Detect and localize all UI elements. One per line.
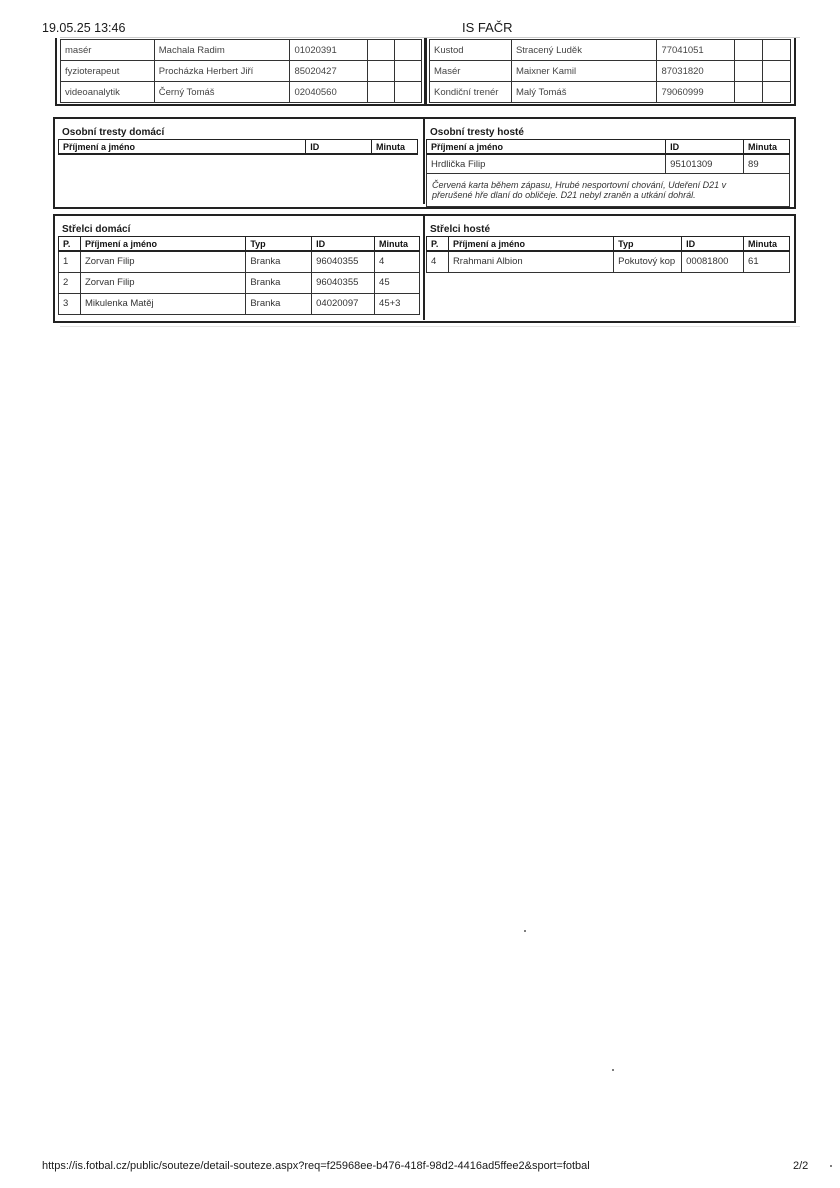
penalties-away bbox=[426, 124, 790, 207]
table-row bbox=[61, 61, 422, 82]
col-id-header: ID bbox=[312, 237, 375, 252]
page-number: 2/2 bbox=[793, 1160, 809, 1172]
col-name-header: Příjmení a jméno bbox=[59, 140, 306, 155]
staff-id: 85020427 bbox=[290, 61, 368, 82]
col-name-header: Příjmení a jméno bbox=[427, 140, 666, 155]
footer-url[interactable]: https://is.fotbal.cz/public/souteze/detail-souteze.aspx?req=f25968ee-b476-418f-98d2-4416ad5ffee2&sport=fotbal bbox=[42, 1160, 590, 1172]
staff-away-table bbox=[429, 39, 791, 103]
player-id: 04020097 bbox=[312, 293, 375, 314]
empty-cell bbox=[368, 61, 395, 82]
goal-minute: 61 bbox=[744, 251, 790, 272]
goal-type: Branka bbox=[246, 251, 312, 272]
penalty-note-cell bbox=[427, 174, 790, 207]
scorers-home bbox=[58, 221, 420, 315]
goal-minute: 45+3 bbox=[375, 293, 420, 314]
section-title: Osobní tresty domácí bbox=[62, 127, 165, 138]
goal-type: Branka bbox=[246, 293, 312, 314]
table-row bbox=[430, 82, 791, 103]
empty-cell bbox=[395, 82, 422, 103]
col-minute-header: Minuta bbox=[744, 140, 790, 155]
col-type-header: Typ bbox=[614, 237, 682, 252]
goal-order: 1 bbox=[59, 251, 81, 272]
empty-cell bbox=[395, 40, 422, 61]
player-name: Zorvan Filip bbox=[80, 251, 245, 272]
staff-role: Masér bbox=[430, 61, 512, 82]
empty-cell bbox=[763, 40, 791, 61]
col-id-header: ID bbox=[306, 140, 372, 155]
scorers-home-table bbox=[58, 236, 420, 315]
staff-id: 01020391 bbox=[290, 40, 368, 61]
player-id: 00081800 bbox=[682, 251, 744, 272]
col-type-header: Typ bbox=[246, 237, 312, 252]
staff-name: Maixner Kamil bbox=[511, 61, 657, 82]
col-minute-header: Minuta bbox=[744, 237, 790, 252]
player-name: Rrahmani Albion bbox=[448, 251, 613, 272]
player-id: 95101309 bbox=[666, 154, 744, 174]
section-title: Střelci domácí bbox=[62, 224, 131, 235]
table-row bbox=[427, 174, 790, 207]
col-p-header: P. bbox=[59, 237, 81, 252]
col-minute-header: Minuta bbox=[375, 237, 420, 252]
staff-name: Černý Tomáš bbox=[154, 82, 290, 103]
staff-role: masér bbox=[61, 40, 155, 61]
table-header-row bbox=[427, 237, 790, 252]
section-rule bbox=[60, 326, 800, 327]
col-id-header: ID bbox=[666, 140, 744, 155]
goal-order: 3 bbox=[59, 293, 81, 314]
empty-cell bbox=[735, 40, 763, 61]
col-id-header: ID bbox=[682, 237, 744, 252]
goal-minute: 4 bbox=[375, 251, 420, 272]
penalty-minute: 89 bbox=[744, 154, 790, 174]
goal-type: Branka bbox=[246, 272, 312, 293]
staff-home-table bbox=[60, 39, 422, 103]
player-name: Hrdlička Filip bbox=[427, 154, 666, 174]
empty-cell bbox=[395, 61, 422, 82]
penalties-away-table bbox=[426, 139, 790, 207]
staff-name: Malý Tomáš bbox=[511, 82, 657, 103]
section-title: Osobní tresty hosté bbox=[430, 127, 524, 138]
penalty-note-line: přerušené hře dlaní do obličeje. D21 nebyl zraněn a utkání dohrál. bbox=[432, 190, 696, 200]
staff-role: Kondiční trenér bbox=[430, 82, 512, 103]
scan-speck bbox=[524, 930, 526, 932]
col-minute-header: Minuta bbox=[372, 140, 418, 155]
staff-id: 02040560 bbox=[290, 82, 368, 103]
scan-speck bbox=[612, 1069, 614, 1071]
empty-cell bbox=[735, 82, 763, 103]
staff-role: Kustod bbox=[430, 40, 512, 61]
section-divider bbox=[423, 216, 425, 320]
penalties-home bbox=[58, 124, 420, 155]
staff-id: 79060999 bbox=[657, 82, 735, 103]
col-name-header: Příjmení a jméno bbox=[80, 237, 245, 252]
empty-cell bbox=[368, 82, 395, 103]
section-title: Střelci hosté bbox=[430, 224, 491, 235]
table-row bbox=[430, 40, 791, 61]
page-title: IS FAČR bbox=[462, 20, 513, 35]
table-row bbox=[59, 293, 420, 314]
staff-away-box bbox=[424, 38, 796, 106]
staff-name: Machala Radim bbox=[154, 40, 290, 61]
table-row bbox=[61, 40, 422, 61]
staff-name: Stracený Luděk bbox=[511, 40, 657, 61]
scorers-away bbox=[426, 221, 790, 273]
goal-type: Pokutový kop bbox=[614, 251, 682, 272]
staff-id: 87031820 bbox=[657, 61, 735, 82]
table-row bbox=[61, 82, 422, 103]
goal-order: 2 bbox=[59, 272, 81, 293]
empty-cell bbox=[735, 61, 763, 82]
section-divider bbox=[423, 119, 425, 204]
table-row bbox=[427, 251, 790, 272]
goal-minute: 45 bbox=[375, 272, 420, 293]
player-id: 96040355 bbox=[312, 251, 375, 272]
table-header-row bbox=[427, 140, 790, 155]
table-row bbox=[59, 272, 420, 293]
empty-cell bbox=[368, 40, 395, 61]
table-header-row bbox=[59, 237, 420, 252]
staff-id: 77041051 bbox=[657, 40, 735, 61]
scan-speck bbox=[830, 1165, 832, 1167]
player-id: 96040355 bbox=[312, 272, 375, 293]
col-p-header: P. bbox=[427, 237, 449, 252]
empty-cell bbox=[763, 82, 791, 103]
empty-cell bbox=[763, 61, 791, 82]
staff-role: videoanalytik bbox=[61, 82, 155, 103]
table-row bbox=[59, 251, 420, 272]
penalty-note-line: Červená karta během zápasu, Hrubé nesportovní chování, Udeření D21 v bbox=[432, 180, 727, 190]
staff-home-box bbox=[55, 38, 427, 106]
table-row bbox=[427, 154, 790, 174]
staff-name: Procházka Herbert Jiří bbox=[154, 61, 290, 82]
table-row bbox=[430, 61, 791, 82]
player-name: Mikulenka Matěj bbox=[80, 293, 245, 314]
penalties-home-table bbox=[58, 139, 418, 155]
goal-order: 4 bbox=[427, 251, 449, 272]
staff-role: fyzioterapeut bbox=[61, 61, 155, 82]
player-name: Zorvan Filip bbox=[80, 272, 245, 293]
scorers-away-table bbox=[426, 236, 790, 273]
print-date: 19.05.25 13:46 bbox=[42, 21, 126, 35]
table-header-row bbox=[59, 140, 418, 155]
col-name-header: Příjmení a jméno bbox=[448, 237, 613, 252]
